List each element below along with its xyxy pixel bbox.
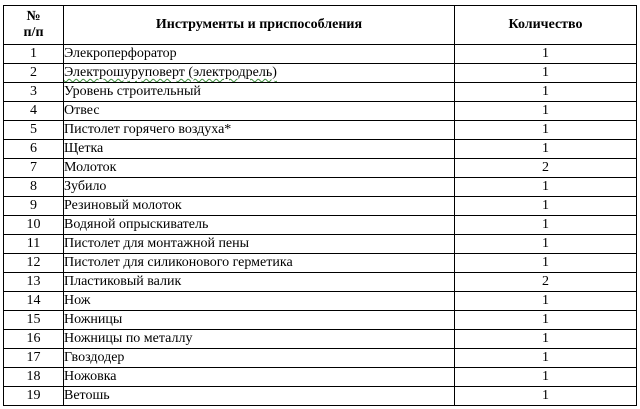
header-row	[4, 6, 637, 45]
tool-name-text: Пистолет для силиконового герметика	[64, 255, 293, 270]
tool-name: Гвоздодер	[64, 349, 455, 368]
header-tools: Инструменты и приспособления	[64, 6, 455, 45]
tool-quantity: 1	[455, 197, 637, 216]
table-row	[4, 121, 637, 140]
row-number: 1	[4, 45, 64, 64]
row-number: 14	[4, 292, 64, 311]
tool-name: Ветошь	[64, 387, 455, 406]
tool-quantity: 1	[455, 121, 637, 140]
tool-quantity: 1	[455, 368, 637, 387]
tool-quantity: 1	[455, 330, 637, 349]
tools-table	[3, 5, 637, 406]
tool-name: Резиновый молоток	[64, 197, 455, 216]
table-row	[4, 102, 637, 121]
tool-quantity: 1	[455, 235, 637, 254]
table-row	[4, 235, 637, 254]
table-row	[4, 140, 637, 159]
row-number: 12	[4, 254, 64, 273]
row-number: 10	[4, 216, 64, 235]
tool-name-text: Электрошуруповерт (электродрель)	[64, 65, 277, 80]
tool-name: Молоток	[64, 159, 455, 178]
tool-quantity: 1	[455, 292, 637, 311]
header-number-line2: п/п	[23, 25, 44, 40]
table-row	[4, 178, 637, 197]
table-row	[4, 197, 637, 216]
tool-name: Пистолет горячего воздуха*	[64, 121, 455, 140]
table-row	[4, 216, 637, 235]
tool-name: Щетка	[64, 140, 455, 159]
table-row	[4, 330, 637, 349]
row-number: 18	[4, 368, 64, 387]
table-row	[4, 159, 637, 178]
tool-name: Уровень строительный	[64, 83, 455, 102]
row-number: 11	[4, 235, 64, 254]
row-number: 5	[4, 121, 64, 140]
tool-name: Зубило	[64, 178, 455, 197]
table-header	[4, 6, 637, 45]
tool-quantity: 1	[455, 254, 637, 273]
row-number: 8	[4, 178, 64, 197]
row-number: 16	[4, 330, 64, 349]
table-row	[4, 83, 637, 102]
row-number: 4	[4, 102, 64, 121]
tool-quantity: 1	[455, 64, 637, 83]
header-number	[4, 6, 64, 45]
row-number: 19	[4, 387, 64, 406]
header-quantity: Количество	[455, 6, 637, 45]
table-row	[4, 254, 637, 273]
tool-name: Нож	[64, 292, 455, 311]
tool-name: Пластиковый валик	[64, 273, 455, 292]
tool-name: Элекроперфоратор	[64, 45, 455, 64]
tool-name: Ножницы по металлу	[64, 330, 455, 349]
table-body	[4, 45, 637, 406]
row-number: 15	[4, 311, 64, 330]
tool-quantity: 2	[455, 159, 637, 178]
table-row	[4, 368, 637, 387]
tool-name: Отвес	[64, 102, 455, 121]
row-number: 7	[4, 159, 64, 178]
table-row	[4, 273, 637, 292]
tool-quantity: 1	[455, 140, 637, 159]
tool-name: Пистолет для монтажной пены	[64, 235, 455, 254]
row-number: 9	[4, 197, 64, 216]
tool-quantity: 1	[455, 83, 637, 102]
table-row	[4, 292, 637, 311]
row-number: 13	[4, 273, 64, 292]
tool-name: Водяной опрыскиватель	[64, 216, 455, 235]
tool-quantity: 1	[455, 102, 637, 121]
table-row	[4, 64, 637, 83]
table-row	[4, 387, 637, 406]
table-row	[4, 349, 637, 368]
tool-quantity: 1	[455, 311, 637, 330]
row-number: 17	[4, 349, 64, 368]
tool-quantity: 1	[455, 387, 637, 406]
tool-quantity: 2	[455, 273, 637, 292]
tool-quantity: 1	[455, 45, 637, 64]
tool-name	[64, 64, 455, 83]
table-row	[4, 45, 637, 64]
tool-name: Ножовка	[64, 368, 455, 387]
header-number-line1: №	[26, 9, 41, 24]
row-number: 3	[4, 83, 64, 102]
table-row	[4, 311, 637, 330]
tool-name	[64, 254, 455, 273]
tool-quantity: 1	[455, 216, 637, 235]
tool-quantity: 1	[455, 349, 637, 368]
row-number: 6	[4, 140, 64, 159]
tool-quantity: 1	[455, 178, 637, 197]
tool-name: Ножницы	[64, 311, 455, 330]
row-number: 2	[4, 64, 64, 83]
